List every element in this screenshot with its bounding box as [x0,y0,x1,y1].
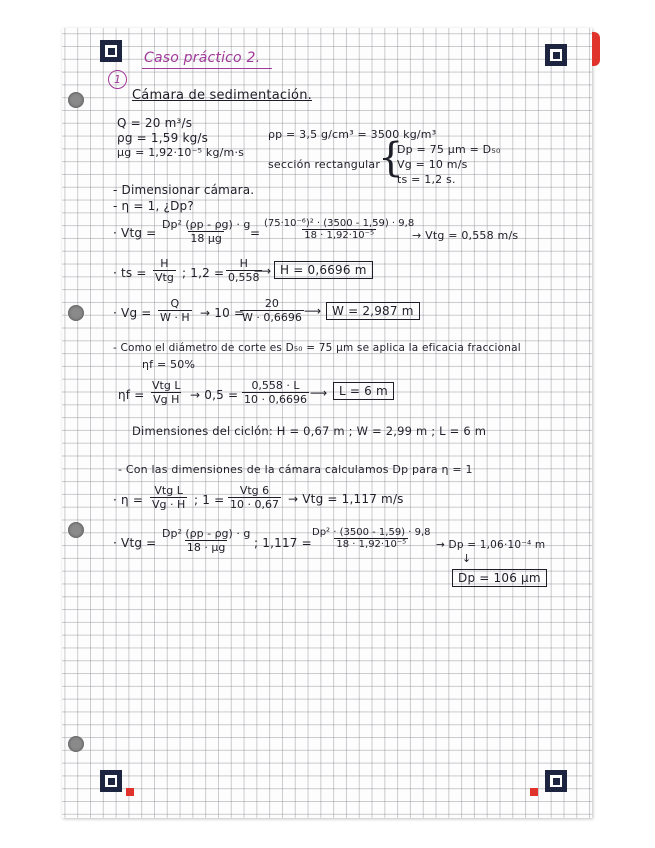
vtg-fraction [160,218,252,245]
final-result-box: Dp = 106 μm [452,569,547,587]
vg-mid: → 10 = [200,306,245,320]
eta1-numerator: Vtg L [154,484,183,497]
eta1-numerator-2: Vtg 6 [239,484,270,497]
arrow-icon: ⟶ [254,264,272,278]
with-dimensions-text: - Con las dimensiones de la cámara calculamos Dp para η = 1 [118,463,473,476]
section-type: sección rectangular [268,158,381,171]
vtg-denominator: 18 μg [190,232,222,245]
punch-hole [68,305,84,321]
eta-label: ηf = [118,388,145,402]
step-eta: - η = 1, ¿Dp? [113,199,194,213]
page-title: Caso práctico 2. [144,50,261,66]
ts-numerator-2: H [239,257,248,270]
final-fraction [160,527,252,554]
eta1-denominator-2: 10 · 0,67 [230,498,279,511]
ts-denominator: Vtg [155,271,174,284]
final-numerator-2: Dp² · (3500 - 1,59) · 9,8 [312,527,431,538]
eta1-result: → Vtg = 1,117 m/s [288,492,404,506]
dimensions-summary: Dimensiones del ciclón: H = 0,67 m ; W = 2,99 m ; L = 6 m [132,424,487,438]
vg-result-box: W = 2,987 m [326,302,420,320]
eta1-fraction [150,484,187,511]
vtg-result: → Vtg = 0,558 m/s [412,229,519,242]
eta1-fraction-2 [228,484,281,511]
punch-hole [68,736,84,752]
section-heading: Cámara de sedimentación. [132,88,312,103]
eta-numerator-2: 0,558 · L [251,379,300,392]
vg-denominator-2: W · 0,6696 [242,311,302,324]
eta1-label: · η = [113,493,144,507]
vtg-numerator: Dp² (ρp - ρg) · g [162,218,251,231]
vtg-substituted [262,218,416,241]
red-marker [126,788,134,796]
ts-label: · ts = [113,266,147,280]
given-vg: Vg = 10 m/s [397,158,468,171]
vg-label: · Vg = [113,306,152,320]
red-marker [530,788,538,796]
eta1-denominator: Vg · H [152,498,186,511]
corner-marker-icon [545,44,567,66]
ts-fraction [153,257,176,284]
given-mu-g: μg = 1,92·10⁻⁵ kg/m·s [117,146,245,159]
eta-fraction [150,379,182,406]
vg-fraction [158,297,192,324]
eta-mid: → 0,5 = [190,388,239,402]
vtg-sub-numerator: (75·10⁻⁶)² · (3500 - 1,59) · 9,8 [264,218,415,229]
final-denominator-2: 18 · 1,92·10⁻⁵ [336,539,407,550]
final-numerator: Dp² (ρp - ρg) · g [162,527,251,540]
vg-fraction-2 [240,297,304,324]
given-q: Q = 20 m³/s [117,116,193,130]
eta1-mid: ; 1 = [194,493,225,507]
ts-denominator-2: 0,558 [228,271,260,284]
given-ts: ts = 1,2 s. [397,173,456,186]
title-underline [142,68,272,69]
exercise-number: 1 [108,70,127,89]
eta-numerator: Vtg L [152,379,181,392]
corner-marker-icon [100,770,122,792]
vtg-label: · Vtg = [113,226,157,240]
final-fraction-2 [310,527,433,550]
arrow-icon: ⟶ [310,386,328,400]
ts-result-box: H = 0,6696 m [274,261,373,279]
ts-mid: ; 1,2 = [182,266,225,280]
red-tab-marker [592,32,600,66]
punch-hole [68,522,84,538]
arrow-icon: ⟶ [304,304,322,318]
given-dp: Dp = 75 μm = D₅₀ [397,143,501,156]
corner-marker-icon [100,40,122,62]
vtg-equals: = [250,226,261,240]
given-rho-g: ρg = 1,59 kg/s [117,131,209,145]
corner-marker-icon [545,770,567,792]
vtg-sub-denominator: 18 · 1,92·10⁻⁵ [304,230,374,241]
cut-diameter-text-2: ηf = 50% [142,358,196,371]
final-result: → Dp = 1,06·10⁻⁴ m [436,539,546,551]
eta-denominator-2: 10 · 0,6696 [244,393,307,406]
down-arrow-icon: ↓ [462,552,472,565]
cut-diameter-text: - Como el diámetro de corte es D₅₀ = 75 μm se aplica la eficacia fraccional [113,342,521,354]
given-rho-p: ρp = 3,5 g/cm³ = 3500 kg/m³ [268,128,437,141]
final-mid: ; 1,117 = [254,536,312,550]
vg-numerator: Q [170,297,180,310]
vg-numerator-2: 20 [264,297,279,310]
ts-numerator: H [160,257,169,270]
vg-denominator: W · H [160,311,190,324]
eta-denominator: Vg H [153,393,180,406]
final-denominator: 18 · μg [186,541,226,554]
step-dimension: - Dimensionar cámara. [113,183,255,197]
eta-fraction-2 [242,379,309,406]
eta-result-box: L = 6 m [333,382,394,400]
punch-hole [68,92,84,108]
final-label: · Vtg = [113,536,157,550]
brace-icon: { [378,135,404,181]
